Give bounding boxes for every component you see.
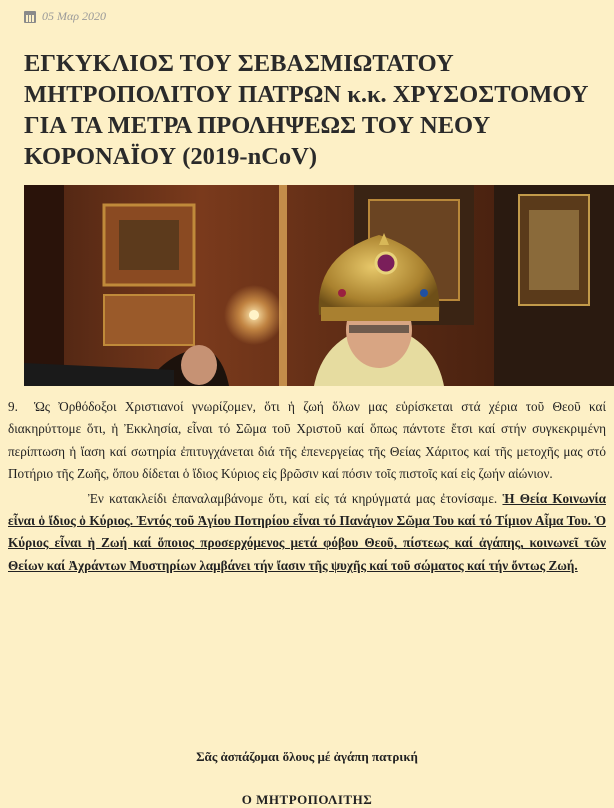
article-date bbox=[24, 9, 106, 24]
title-line-1: ΕΓΚΥΚΛΙΟΣ ΤΟΥ ΣΕΒΑΣΜΙΩΤΑΤΟΥ bbox=[24, 50, 454, 77]
article-photo bbox=[24, 185, 614, 386]
article-title[interactable] bbox=[24, 48, 614, 172]
signature: Ο ΜΗΤΡΟΠΟΛΙΤΗΣ bbox=[241, 792, 373, 807]
date-text: 05 Μαρ 2020 bbox=[42, 9, 107, 23]
title-line-4: ΚΟΡΟΝΑΪΟΥ (2019-nCoV) bbox=[24, 143, 317, 170]
calendar-icon bbox=[24, 11, 36, 23]
greeting: Σᾶς ἀσπάζομαι ὅλους μέ ἀγάπη πατρική bbox=[196, 749, 418, 764]
title-line-3: ΓΙΑ ΤΑ ΜΕΤΡΑ ΠΡΟΛΗΨΕΩΣ ΤΟΥ ΝΕΟΥ bbox=[24, 112, 491, 139]
closing-emphasis: Ἡ Θεία Κοινωνία εἶναι ὁ ἴδιος ὁ Κύριος. Ἐντός τοῦ Ἁγίου Ποτηρίου εἶναι τό Πανάγιον Σῶμα Του καί τό Τίμιον Αἷμα Του. Ὁ Κύριος εἶναι ἡ Ζωή καί ὅποιος προσερχόμενος μετά φόβου Θεοῦ, πίστεως καί ἀγάπης, κοινωνεῖ τῶν Θείων καί Ἀχράντων Μυστηρίων λαμβάνει τήν ἴασιν τῆς ψυχῆς καί τοῦ σώματος καί τήν ὄντως Ζωή. bbox=[8, 490, 606, 573]
paragraph-9-text: Ὡς Ὀρθόδοξοι Χριστιανοί γνωρίζομεν, ὅτι ἡ ζωή ὅλων μας εὑρίσκεται στά χέρια τοῦ Θεοῦ καί διακηρύττομε ὅτι, ἡ Ἐκκλησία, εἶναι τό Σῶμα τοῦ Χριστοῦ καί ὅπως πάντοτε ἔτσι καί στήν συγκεκριμένη περίπτωση ἡ ἴαση καί σωτηρία ἐπιτυγχάνεται διά τῆς ἐπενεργείας τῆς Θείας Χάριτος καί τῆς μετοχῆς μας στό Ποτήριο τῆς Ζωῆς, ὅπου δίδεται ὁ ἴδιος Κύριος εἰς βρῶσιν καί πόσιν τοῖς πιστοῖς καί εἰς ζωήν αἰώνιον. bbox=[8, 399, 606, 482]
title-line-2: ΜΗΤΡΟΠΟΛΙΤΟΥ ΠΑΤΡΩΝ κ.κ. ΧΡΥΣΟΣΤΟΜΟΥ bbox=[24, 81, 589, 108]
closing-intro: Ἐν κατακλείδι ἐπαναλαμβάνομε ὅτι, καί εἰς τά κηρύγματά μας ἐτονίσαμε. bbox=[88, 490, 498, 506]
article-body bbox=[8, 396, 606, 577]
item-number: 9. bbox=[8, 399, 18, 414]
paragraph-9 bbox=[8, 396, 606, 486]
photo-illustration bbox=[24, 185, 614, 386]
closing-paragraph bbox=[8, 488, 606, 578]
